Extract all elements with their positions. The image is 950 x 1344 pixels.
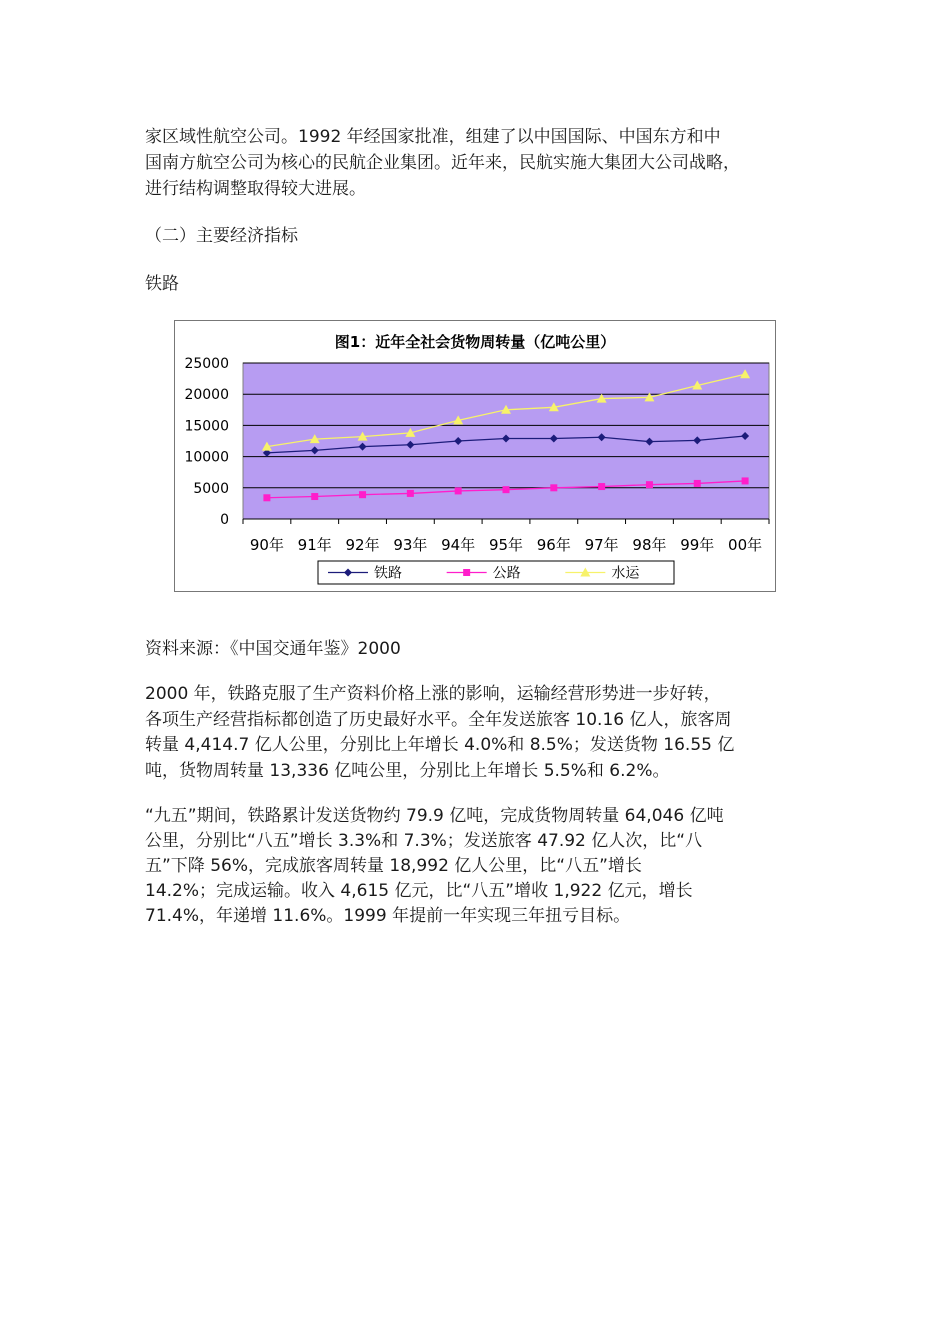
data-point bbox=[311, 493, 318, 500]
x-tick-label: 92年 bbox=[345, 536, 380, 554]
y-tick-label: 20000 bbox=[184, 387, 229, 404]
data-point bbox=[550, 484, 557, 491]
x-tick-label: 00年 bbox=[728, 536, 763, 554]
text-line: 2000 年，铁路克服了生产资料价格上涨的影响，运输经营形势进一步好转， bbox=[145, 684, 721, 704]
text-line: 各项生产经营指标都创造了历史最好水平。全年发送旅客 10.16 亿人，旅客周 bbox=[145, 709, 732, 730]
y-tick-label: 10000 bbox=[184, 449, 229, 466]
legend-label: 铁路 bbox=[374, 565, 402, 582]
data-point bbox=[503, 486, 510, 493]
y-tick-label: 25000 bbox=[184, 356, 229, 372]
text-line: 71.4%，年递增 11.6%。1999 年提前一年实现三年扭亏目标。 bbox=[145, 906, 631, 926]
text-line: 家区域性航空公司。1992 年经国家批准，组建了以中国国际、中国东方和中 bbox=[145, 127, 721, 147]
data-point bbox=[646, 481, 653, 488]
legend-label: 公路 bbox=[492, 565, 521, 582]
x-tick-label: 95年 bbox=[488, 536, 524, 554]
x-tick-label: 97年 bbox=[584, 536, 619, 554]
section-heading bbox=[145, 223, 810, 249]
text-line: 14.2%；完成运输。收入 4,615 亿元，比“八五”增收 1,922 亿元，增长 bbox=[145, 881, 693, 901]
text-line: “九五”期间，铁路累计发送货物约 79.9 亿吨，完成货物周转量 64,046 亿吨 bbox=[145, 806, 724, 826]
chart-title: 图1：近年全社会货物周转量（亿吨公里） bbox=[334, 333, 616, 351]
text-line: 公里，分别比“八五”增长 3.3%和 7.3%；发送旅客 47.92 亿人次，比“八 bbox=[145, 831, 703, 851]
data-point bbox=[694, 480, 701, 487]
paragraph-ninth-five-year bbox=[145, 804, 810, 929]
data-point bbox=[742, 477, 749, 484]
text-line: 国南方航空公司为核心的民航企业集团。近年来，民航实施大集团大公司战略， bbox=[145, 153, 740, 173]
data-point bbox=[598, 483, 605, 490]
text-line: 铁路 bbox=[145, 274, 179, 294]
x-tick-label: 96年 bbox=[536, 536, 571, 554]
x-tick-label: 90年 bbox=[249, 536, 284, 554]
freight-turnover-chart bbox=[174, 320, 776, 592]
x-tick-label: 99年 bbox=[680, 536, 715, 554]
data-point bbox=[455, 487, 462, 494]
data-source bbox=[145, 636, 810, 662]
data-point bbox=[407, 490, 414, 497]
data-point bbox=[359, 491, 366, 498]
text-line: 进行结构调整取得较大进展。 bbox=[145, 179, 366, 199]
text-line: （二）主要经济指标 bbox=[145, 226, 298, 246]
text-line: 资料来源：《中国交通年鉴》2000 bbox=[145, 639, 401, 659]
x-tick-label: 98年 bbox=[632, 536, 667, 554]
text-line: 转量 4,414.7 亿人公里，分别比上年增长 4.0%和 8.5%；发送货物 16.55 亿 bbox=[145, 735, 735, 755]
legend-swatch-marker bbox=[463, 569, 470, 576]
y-tick-label: 5000 bbox=[193, 480, 229, 497]
paragraph-civil-aviation bbox=[145, 124, 810, 202]
text-line: 吨，货物周转量 13,336 亿吨公里，分别比上年增长 5.5%和 6.2%。 bbox=[145, 760, 670, 781]
y-tick-label: 15000 bbox=[184, 418, 229, 435]
paragraph-railway-2000 bbox=[145, 682, 810, 784]
x-tick-label: 91年 bbox=[297, 536, 332, 554]
legend bbox=[318, 561, 674, 584]
x-tick-label: 94年 bbox=[441, 536, 476, 554]
text-line: 五”下降 56%，完成旅客周转量 18,992 亿人公里，比“八五”增长 bbox=[145, 856, 642, 876]
data-point bbox=[263, 494, 270, 501]
subsection-heading bbox=[145, 271, 810, 297]
y-tick-label: 0 bbox=[220, 512, 229, 528]
legend-label: 水运 bbox=[611, 565, 640, 582]
x-tick-label: 93年 bbox=[393, 536, 428, 554]
chart-canvas bbox=[175, 321, 775, 591]
